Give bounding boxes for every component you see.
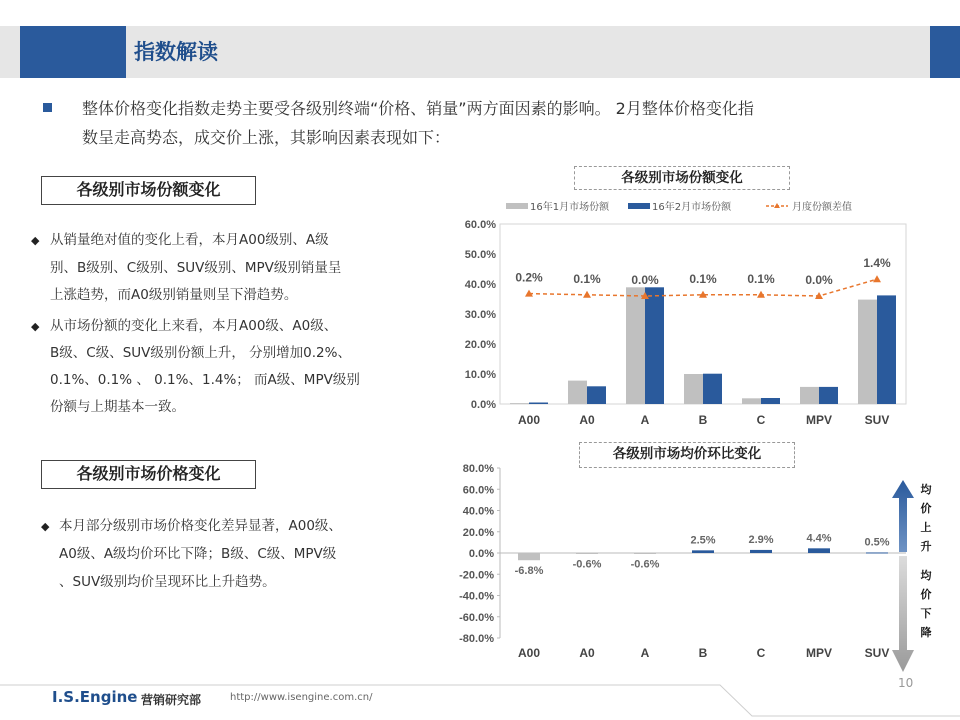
x-tick-label: A00 (517, 413, 541, 427)
y-tick-label: 60.0% (464, 219, 496, 231)
bar-price-change (518, 553, 540, 560)
bar-jan (858, 300, 877, 404)
legend-swatch (628, 203, 650, 209)
x-tick-label: C (756, 646, 766, 660)
diff-label: 0.1% (747, 271, 775, 286)
price-up-char: 均 (920, 483, 932, 496)
legend-label: 16年1月市场份额 (530, 202, 610, 213)
legend-marker (774, 203, 780, 208)
bullet-text-line: 份额与上期基本一致。 (50, 399, 185, 415)
price-up-char: 升 (920, 540, 932, 553)
x-tick-label: A (640, 413, 650, 427)
y-tick-label: 60.0% (462, 484, 494, 497)
price-direction-arrows (890, 478, 916, 678)
y-tick-label: -80.0% (459, 633, 494, 645)
price-change-chart-svg (430, 456, 920, 676)
header-accent-left (20, 26, 126, 78)
bullet-text-line: 、SUV级别均价呈现环比上升趋势。 (59, 574, 276, 590)
y-tick-label: 40.0% (462, 505, 494, 518)
section-title-market-share: 各级别市场份额变化 (41, 176, 256, 205)
data-label: 4.4% (806, 532, 832, 545)
bar-feb (645, 287, 664, 404)
x-tick-label: C (756, 413, 766, 427)
y-tick-label: 0.0% (468, 548, 494, 560)
y-tick-label: 80.0% (462, 463, 494, 475)
intro-line-1: 整体价格变化指数走势主要受各级别终端“价格、销量”两方面因素的影响。 2月整体价格变化指 (82, 99, 754, 118)
x-tick-label: MPV (805, 646, 833, 660)
bullet-text-line: 上涨趋势，而A0级别销量则呈下滑趋势。 (50, 287, 298, 303)
diff-marker (873, 275, 881, 282)
square-bullet-icon (43, 103, 52, 112)
section-title-price-change: 各级别市场价格变化 (41, 460, 256, 489)
diff-label: 0.1% (573, 271, 601, 286)
down-arrow-icon (892, 556, 914, 672)
chart-title-price-change: 各级别市场均价环比变化 (579, 442, 795, 468)
bar-jan (742, 398, 761, 404)
y-tick-label: 20.0% (462, 526, 494, 539)
bar-feb (819, 387, 838, 404)
bullet-text-line: 别、B级别、C级别、SUV级别、MPV级别销量呈 (50, 260, 342, 276)
y-tick-label: 40.0% (464, 279, 496, 291)
bar-price-change (866, 552, 888, 553)
legend-label: 月度份额差值 (792, 202, 852, 213)
bullet-text-line: 0.1%、0.1% 、 0.1%、1.4%； 而A级、MPV级别 (50, 372, 360, 388)
bullet-text-line: 从市场份额的变化上来看，本月A00级、A0级、 (50, 318, 338, 334)
price-down-char: 下 (920, 607, 932, 620)
diff-label: 0.0% (805, 273, 833, 287)
header-accent-right (930, 26, 960, 78)
bar-jan (800, 387, 819, 404)
diff-label: 0.2% (515, 270, 543, 285)
bar-price-change (634, 553, 656, 554)
footer-brand: I.S.Engine (52, 688, 138, 706)
x-tick-label: SUV (864, 646, 890, 660)
bar-feb (703, 374, 722, 404)
price-down-char: 价 (920, 588, 932, 601)
data-label: -0.6% (630, 558, 660, 571)
diamond-bullet-icon: ◆ (31, 234, 40, 247)
y-tick-label: 0.0% (470, 399, 496, 411)
y-tick-label: 20.0% (464, 339, 496, 351)
footer-dept: 营销研究部 (141, 693, 202, 707)
y-tick-label: 10.0% (464, 369, 496, 381)
bullet-text-line: 从销量绝对值的变化上看，本月A00级别、A级 (50, 232, 329, 248)
y-tick-label: -40.0% (459, 590, 494, 603)
y-tick-label: 50.0% (464, 249, 496, 261)
bar-jan (510, 403, 529, 404)
price-up-char: 价 (920, 502, 932, 515)
data-label: -6.8% (514, 565, 544, 578)
x-tick-label: B (698, 413, 708, 427)
market-share-chart-svg (430, 186, 920, 436)
data-label: 2.5% (690, 534, 716, 547)
up-arrow-icon (892, 480, 914, 552)
price-up-char: 上 (920, 521, 932, 534)
x-tick-label: B (698, 646, 708, 660)
y-tick-label: -60.0% (459, 611, 494, 624)
bar-feb (761, 398, 780, 404)
data-label: -0.6% (572, 558, 602, 571)
x-tick-label: A (640, 646, 650, 660)
data-label: 2.9% (748, 533, 774, 546)
page-number: 10 (898, 676, 914, 690)
x-tick-label: A00 (517, 646, 541, 660)
y-tick-label: 30.0% (464, 309, 496, 321)
diamond-bullet-icon: ◆ (31, 320, 40, 333)
price-change-chart (430, 456, 920, 676)
diff-label: 0.1% (689, 271, 717, 286)
diff-marker (583, 291, 591, 298)
bar-feb (877, 295, 896, 404)
price-down-char: 降 (920, 626, 932, 639)
price-down-label (919, 566, 933, 642)
price-down-char: 均 (920, 569, 932, 582)
x-tick-label: A0 (579, 413, 595, 427)
bullet-text-line: A0级、A级均价环比下降；B级、C级、MPV级 (59, 546, 337, 562)
chart-title-market-share: 各级别市场份额变化 (574, 166, 790, 190)
market-share-chart (430, 186, 920, 436)
bar-feb (529, 403, 548, 405)
price-up-label (919, 480, 933, 556)
diff-label: 1.4% (863, 256, 891, 271)
bar-price-change (692, 550, 714, 553)
footer-url[interactable]: http://www.isengine.com.cn/ (230, 692, 373, 703)
bar-jan (684, 374, 703, 404)
diamond-bullet-icon: ◆ (41, 520, 50, 533)
bar-jan (626, 287, 645, 404)
bullet-text-line: B级、C级、SUV级别份额上升， 分别增加0.2%、 (50, 345, 351, 361)
data-label: 0.5% (864, 536, 890, 549)
diff-label: 0.0% (631, 273, 659, 287)
bar-feb (587, 386, 606, 404)
page-title: 指数解读 (134, 40, 218, 64)
bar-price-change (576, 553, 598, 554)
bar-jan (568, 381, 587, 404)
bar-price-change (808, 548, 830, 553)
bar-price-change (750, 550, 772, 553)
x-tick-label: A0 (579, 646, 595, 660)
legend-label: 16年2月市场份额 (652, 202, 732, 213)
legend-swatch (506, 203, 528, 209)
intro-line-2: 数呈走高势态，成交价上涨，其影响因素表现如下： (82, 128, 451, 147)
bullet-text-line: 本月部分级别市场价格变化差异显著，A00级、 (59, 518, 342, 534)
x-tick-label: MPV (805, 413, 833, 427)
x-tick-label: SUV (864, 413, 890, 427)
y-tick-label: -20.0% (459, 569, 494, 582)
